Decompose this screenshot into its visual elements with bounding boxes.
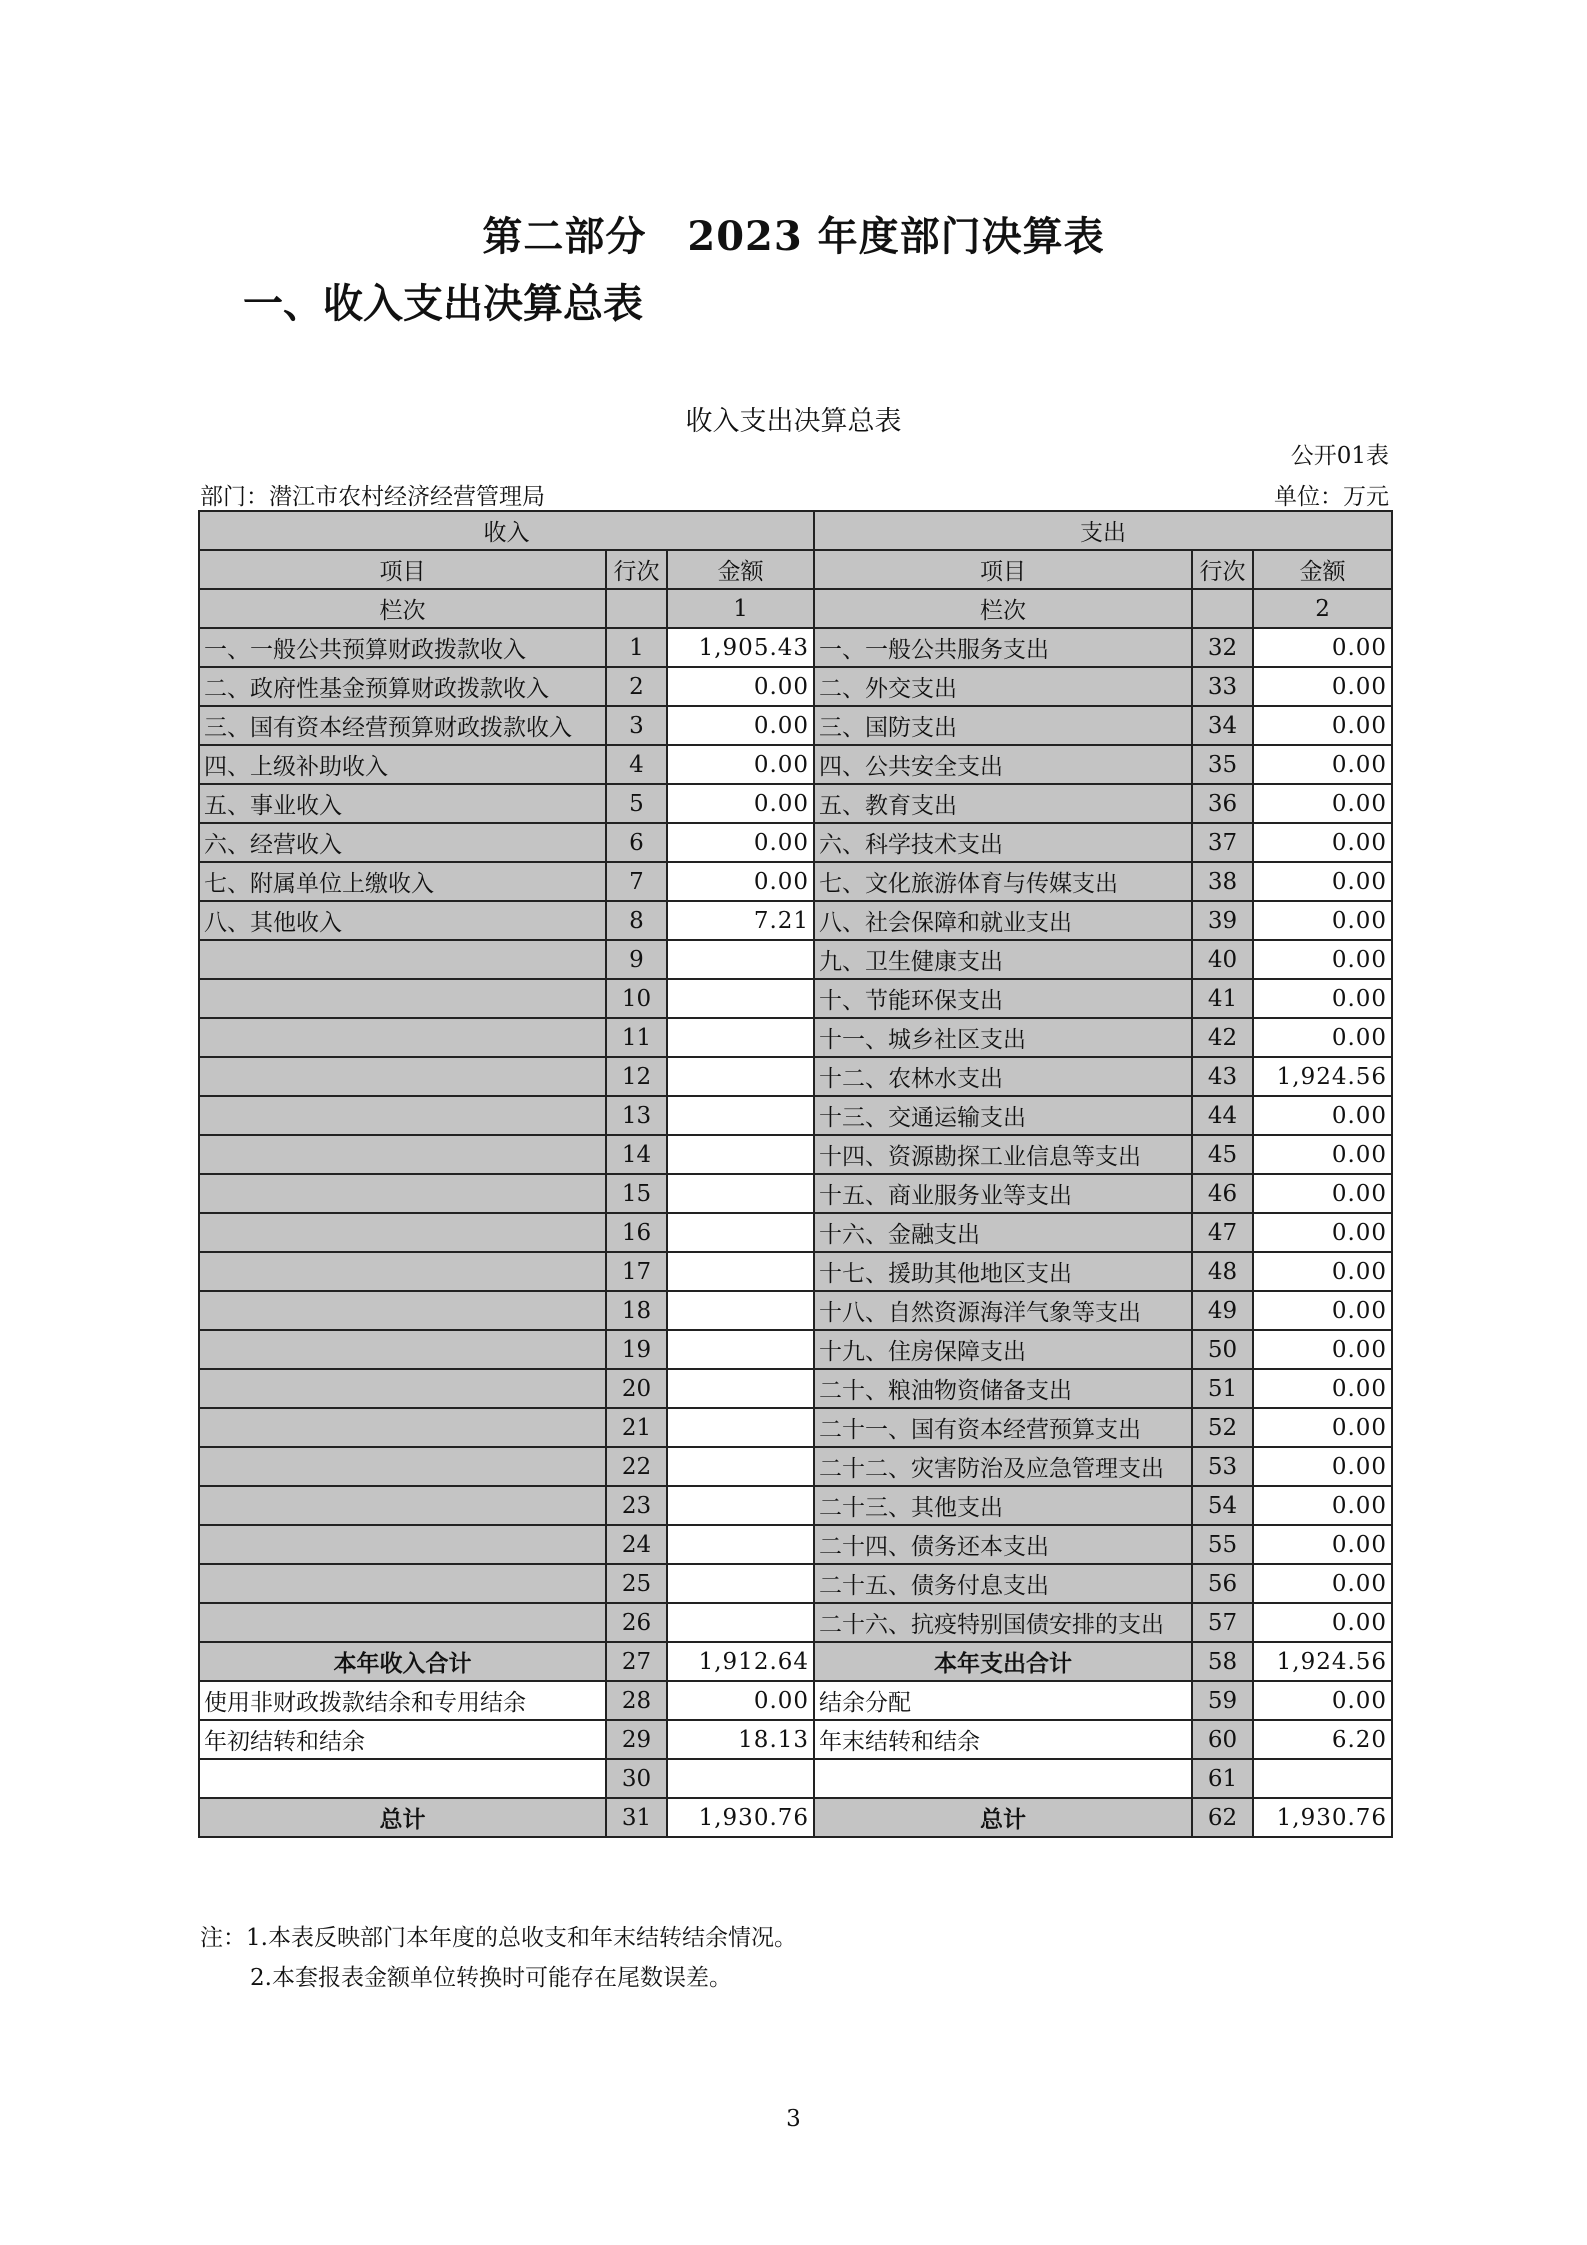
income-item xyxy=(199,1057,606,1096)
table-row xyxy=(199,1525,1392,1564)
income-row-no: 28 xyxy=(606,1681,667,1720)
table-row xyxy=(199,1174,1392,1213)
income-col-number: 1 xyxy=(667,589,814,628)
expense-row-no: 54 xyxy=(1192,1486,1253,1525)
expense-row-no: 44 xyxy=(1192,1096,1253,1135)
income-amount: 0.00 xyxy=(667,706,814,745)
notes xyxy=(200,1918,797,1998)
expense-amount: 0.00 xyxy=(1253,1213,1392,1252)
table-row xyxy=(199,1018,1392,1057)
table-row xyxy=(199,1057,1392,1096)
table-row xyxy=(199,1213,1392,1252)
income-amount xyxy=(667,1564,814,1603)
expense-row-no: 45 xyxy=(1192,1135,1253,1174)
table-row xyxy=(199,706,1392,745)
expense-item: 九、卫生健康支出 xyxy=(814,940,1192,979)
expense-item: 年末结转和结余 xyxy=(814,1720,1192,1759)
income-amount xyxy=(667,1447,814,1486)
table-row xyxy=(199,628,1392,667)
table-row xyxy=(199,979,1392,1018)
expense-item: 七、文化旅游体育与传媒支出 xyxy=(814,862,1192,901)
income-amount: 7.21 xyxy=(667,901,814,940)
income-item xyxy=(199,1369,606,1408)
expense-amount: 0.00 xyxy=(1253,1447,1392,1486)
income-amount: 0.00 xyxy=(667,823,814,862)
expense-amount: 0.00 xyxy=(1253,979,1392,1018)
income-amount: 0.00 xyxy=(667,784,814,823)
expense-row-no: 59 xyxy=(1192,1681,1253,1720)
income-item xyxy=(199,1525,606,1564)
expense-amount xyxy=(1253,1759,1392,1798)
income-row-no: 8 xyxy=(606,901,667,940)
expense-item: 十八、自然资源海洋气象等支出 xyxy=(814,1291,1192,1330)
income-item xyxy=(199,1759,606,1798)
income-row-no: 5 xyxy=(606,784,667,823)
expense-amount: 0.00 xyxy=(1253,1291,1392,1330)
expense-rowno-header: 行次 xyxy=(1192,550,1253,589)
income-amount xyxy=(667,1213,814,1252)
income-amount xyxy=(667,1018,814,1057)
income-expense-table xyxy=(198,510,1393,1838)
income-row-no: 23 xyxy=(606,1486,667,1525)
income-item xyxy=(199,1018,606,1057)
expense-amount: 0.00 xyxy=(1253,1135,1392,1174)
income-amount: 1,930.76 xyxy=(667,1798,814,1837)
expense-row-no: 34 xyxy=(1192,706,1253,745)
expense-item: 十四、资源勘探工业信息等支出 xyxy=(814,1135,1192,1174)
expense-row-no: 33 xyxy=(1192,667,1253,706)
income-item: 年初结转和结余 xyxy=(199,1720,606,1759)
income-amount xyxy=(667,1330,814,1369)
income-row-no: 21 xyxy=(606,1408,667,1447)
page-title: 第二部分 2023 年度部门决算表 xyxy=(482,213,1105,260)
income-row-no: 4 xyxy=(606,745,667,784)
income-row-no: 1 xyxy=(606,628,667,667)
expense-amount: 0.00 xyxy=(1253,1681,1392,1720)
expense-row-no: 61 xyxy=(1192,1759,1253,1798)
expense-amount: 1,924.56 xyxy=(1253,1642,1392,1681)
expense-amount: 0.00 xyxy=(1253,784,1392,823)
income-amount: 1,912.64 xyxy=(667,1642,814,1681)
expense-item: 二十一、国有资本经营预算支出 xyxy=(814,1408,1192,1447)
expense-row-no: 57 xyxy=(1192,1603,1253,1642)
expense-item: 三、国防支出 xyxy=(814,706,1192,745)
income-item xyxy=(199,1447,606,1486)
expense-row-no: 39 xyxy=(1192,901,1253,940)
expense-row-no: 53 xyxy=(1192,1447,1253,1486)
expense-item: 五、教育支出 xyxy=(814,784,1192,823)
income-row-no: 25 xyxy=(606,1564,667,1603)
income-row-no: 16 xyxy=(606,1213,667,1252)
expense-row-no: 38 xyxy=(1192,862,1253,901)
expense-item-header: 项目 xyxy=(814,550,1192,589)
table-row xyxy=(199,1408,1392,1447)
expense-item: 十二、农林水支出 xyxy=(814,1057,1192,1096)
income-item xyxy=(199,1486,606,1525)
income-item: 使用非财政拨款结余和专用结余 xyxy=(199,1681,606,1720)
income-amount xyxy=(667,1408,814,1447)
note-1: 注：1.本表反映部门本年度的总收支和年末结转结余情况。 xyxy=(200,1925,797,1951)
expense-item: 二十三、其他支出 xyxy=(814,1486,1192,1525)
income-row-no: 6 xyxy=(606,823,667,862)
income-item: 三、国有资本经营预算财政拨款收入 xyxy=(199,706,606,745)
expense-item: 总计 xyxy=(814,1798,1192,1837)
income-amount xyxy=(667,1096,814,1135)
table-row xyxy=(199,1369,1392,1408)
income-amount: 0.00 xyxy=(667,1681,814,1720)
expense-amount-header: 金额 xyxy=(1253,550,1392,589)
table-row xyxy=(199,1135,1392,1174)
expense-amount: 0.00 xyxy=(1253,1018,1392,1057)
expense-item: 六、科学技术支出 xyxy=(814,823,1192,862)
income-item xyxy=(199,1213,606,1252)
expense-row-no: 47 xyxy=(1192,1213,1253,1252)
income-item xyxy=(199,1291,606,1330)
section-title: 一、收入支出决算总表 xyxy=(243,280,643,327)
expense-item xyxy=(814,1759,1192,1798)
income-item: 一、一般公共预算财政拨款收入 xyxy=(199,628,606,667)
expense-amount: 0.00 xyxy=(1253,901,1392,940)
income-amount: 0.00 xyxy=(667,667,814,706)
income-row-no: 12 xyxy=(606,1057,667,1096)
income-row-no: 19 xyxy=(606,1330,667,1369)
income-item xyxy=(199,1408,606,1447)
expense-item: 十五、商业服务业等支出 xyxy=(814,1174,1192,1213)
income-item xyxy=(199,1252,606,1291)
header-row-group xyxy=(199,511,1392,550)
expense-amount: 1,930.76 xyxy=(1253,1798,1392,1837)
income-item: 总计 xyxy=(199,1798,606,1837)
income-row-no: 30 xyxy=(606,1759,667,1798)
income-amount: 1,905.43 xyxy=(667,628,814,667)
expense-row-no: 55 xyxy=(1192,1525,1253,1564)
expense-col-order-label: 栏次 xyxy=(814,589,1192,628)
expense-item: 八、社会保障和就业支出 xyxy=(814,901,1192,940)
header-row-columns xyxy=(199,550,1392,589)
expense-amount: 0.00 xyxy=(1253,1174,1392,1213)
expense-item: 十九、住房保障支出 xyxy=(814,1330,1192,1369)
expense-row-no: 60 xyxy=(1192,1720,1253,1759)
income-row-no: 9 xyxy=(606,940,667,979)
expense-amount: 0.00 xyxy=(1253,823,1392,862)
table-row xyxy=(199,745,1392,784)
income-row-no: 27 xyxy=(606,1642,667,1681)
income-amount xyxy=(667,1759,814,1798)
expense-item: 二十、粮油物资储备支出 xyxy=(814,1369,1192,1408)
income-item xyxy=(199,1564,606,1603)
income-amount: 0.00 xyxy=(667,745,814,784)
department-label: 部门：潜江市农村经济经营管理局 xyxy=(200,484,545,510)
expense-item: 十一、城乡社区支出 xyxy=(814,1018,1192,1057)
income-amount: 0.00 xyxy=(667,862,814,901)
expense-amount: 0.00 xyxy=(1253,862,1392,901)
income-row-no: 18 xyxy=(606,1291,667,1330)
expense-amount: 0.00 xyxy=(1253,940,1392,979)
expense-amount: 0.00 xyxy=(1253,628,1392,667)
expense-item: 十七、援助其他地区支出 xyxy=(814,1252,1192,1291)
income-item: 五、事业收入 xyxy=(199,784,606,823)
expense-amount: 0.00 xyxy=(1253,1369,1392,1408)
table-row xyxy=(199,667,1392,706)
expense-item: 十、节能环保支出 xyxy=(814,979,1192,1018)
expense-amount: 1,924.56 xyxy=(1253,1057,1392,1096)
expense-item: 二十四、债务还本支出 xyxy=(814,1525,1192,1564)
expense-header: 支出 xyxy=(814,511,1392,550)
expense-amount: 0.00 xyxy=(1253,1603,1392,1642)
expense-col-order-blank xyxy=(1192,589,1253,628)
income-amount xyxy=(667,940,814,979)
expense-amount: 0.00 xyxy=(1253,1525,1392,1564)
expense-item: 二十五、债务付息支出 xyxy=(814,1564,1192,1603)
income-amount xyxy=(667,1369,814,1408)
income-col-order-label: 栏次 xyxy=(199,589,606,628)
income-amount xyxy=(667,1057,814,1096)
expense-amount: 6.20 xyxy=(1253,1720,1392,1759)
unit-label: 单位：万元 xyxy=(1274,484,1389,510)
expense-row-no: 56 xyxy=(1192,1564,1253,1603)
expense-row-no: 32 xyxy=(1192,628,1253,667)
header-row-order xyxy=(199,589,1392,628)
income-row-no: 13 xyxy=(606,1096,667,1135)
table-row xyxy=(199,1252,1392,1291)
income-item: 二、政府性基金预算财政拨款收入 xyxy=(199,667,606,706)
table-row xyxy=(199,823,1392,862)
table-row xyxy=(199,940,1392,979)
expense-amount: 0.00 xyxy=(1253,1330,1392,1369)
annual-total-row xyxy=(199,1642,1392,1681)
income-row-no: 15 xyxy=(606,1174,667,1213)
expense-amount: 0.00 xyxy=(1253,1564,1392,1603)
income-amount xyxy=(667,1135,814,1174)
expense-row-no: 41 xyxy=(1192,979,1253,1018)
expense-amount: 0.00 xyxy=(1253,745,1392,784)
income-item xyxy=(199,940,606,979)
expense-amount: 0.00 xyxy=(1253,1096,1392,1135)
income-row-no: 26 xyxy=(606,1603,667,1642)
table-row xyxy=(199,1681,1392,1720)
expense-col-number: 2 xyxy=(1253,589,1392,628)
income-amount xyxy=(667,1525,814,1564)
income-item: 七、附属单位上缴收入 xyxy=(199,862,606,901)
expense-row-no: 37 xyxy=(1192,823,1253,862)
table-row xyxy=(199,1291,1392,1330)
income-amount xyxy=(667,1174,814,1213)
expense-item: 二十六、抗疫特别国债安排的支出 xyxy=(814,1603,1192,1642)
income-item xyxy=(199,1330,606,1369)
expense-row-no: 48 xyxy=(1192,1252,1253,1291)
table-row xyxy=(199,1564,1392,1603)
income-header: 收入 xyxy=(199,511,814,550)
expense-item: 结余分配 xyxy=(814,1681,1192,1720)
income-row-no: 29 xyxy=(606,1720,667,1759)
income-row-no: 7 xyxy=(606,862,667,901)
income-row-no: 22 xyxy=(606,1447,667,1486)
expense-item: 四、公共安全支出 xyxy=(814,745,1192,784)
table-title: 收入支出决算总表 xyxy=(685,406,902,437)
table-row xyxy=(199,901,1392,940)
table-row xyxy=(199,1330,1392,1369)
expense-amount: 0.00 xyxy=(1253,1408,1392,1447)
expense-row-no: 35 xyxy=(1192,745,1253,784)
income-item: 八、其他收入 xyxy=(199,901,606,940)
income-amount xyxy=(667,1252,814,1291)
income-row-no: 10 xyxy=(606,979,667,1018)
income-amount xyxy=(667,1291,814,1330)
expense-row-no: 51 xyxy=(1192,1369,1253,1408)
income-row-no: 17 xyxy=(606,1252,667,1291)
table-row xyxy=(199,1486,1392,1525)
grand-total-row xyxy=(199,1798,1392,1837)
expense-item: 本年支出合计 xyxy=(814,1642,1192,1681)
income-amount xyxy=(667,1603,814,1642)
income-row-no: 14 xyxy=(606,1135,667,1174)
table-row xyxy=(199,1447,1392,1486)
expense-item: 十六、金融支出 xyxy=(814,1213,1192,1252)
note-2: 2.本套报表金额单位转换时可能存在尾数误差。 xyxy=(250,1965,732,1991)
expense-row-no: 50 xyxy=(1192,1330,1253,1369)
income-row-no: 3 xyxy=(606,706,667,745)
expense-item: 二十二、灾害防治及应急管理支出 xyxy=(814,1447,1192,1486)
expense-row-no: 52 xyxy=(1192,1408,1253,1447)
expense-row-no: 58 xyxy=(1192,1642,1253,1681)
income-row-no: 24 xyxy=(606,1525,667,1564)
income-rowno-header: 行次 xyxy=(606,550,667,589)
expense-row-no: 49 xyxy=(1192,1291,1253,1330)
income-amount-header: 金额 xyxy=(667,550,814,589)
income-item: 四、上级补助收入 xyxy=(199,745,606,784)
expense-amount: 0.00 xyxy=(1253,706,1392,745)
income-item xyxy=(199,979,606,1018)
page-number: 3 xyxy=(786,2106,801,2132)
income-item xyxy=(199,1135,606,1174)
table-row xyxy=(199,862,1392,901)
income-col-order-blank xyxy=(606,589,667,628)
expense-row-no: 36 xyxy=(1192,784,1253,823)
expense-amount: 0.00 xyxy=(1253,1252,1392,1291)
expense-amount: 0.00 xyxy=(1253,667,1392,706)
table-row xyxy=(199,1096,1392,1135)
income-item: 六、经营收入 xyxy=(199,823,606,862)
income-item xyxy=(199,1603,606,1642)
table-row xyxy=(199,1759,1392,1798)
expense-row-no: 40 xyxy=(1192,940,1253,979)
table-row xyxy=(199,1720,1392,1759)
income-item-header: 项目 xyxy=(199,550,606,589)
expense-row-no: 42 xyxy=(1192,1018,1253,1057)
expense-item: 一、一般公共服务支出 xyxy=(814,628,1192,667)
income-row-no: 11 xyxy=(606,1018,667,1057)
income-item xyxy=(199,1096,606,1135)
expense-item: 十三、交通运输支出 xyxy=(814,1096,1192,1135)
income-row-no: 2 xyxy=(606,667,667,706)
income-amount: 18.13 xyxy=(667,1720,814,1759)
expense-row-no: 62 xyxy=(1192,1798,1253,1837)
table-row xyxy=(199,1603,1392,1642)
expense-row-no: 43 xyxy=(1192,1057,1253,1096)
table-code: 公开01表 xyxy=(1290,443,1389,469)
income-row-no: 20 xyxy=(606,1369,667,1408)
expense-item: 二、外交支出 xyxy=(814,667,1192,706)
income-row-no: 31 xyxy=(606,1798,667,1837)
income-item: 本年收入合计 xyxy=(199,1642,606,1681)
income-amount xyxy=(667,979,814,1018)
income-amount xyxy=(667,1486,814,1525)
table-row xyxy=(199,784,1392,823)
expense-amount: 0.00 xyxy=(1253,1486,1392,1525)
income-item xyxy=(199,1174,606,1213)
expense-row-no: 46 xyxy=(1192,1174,1253,1213)
